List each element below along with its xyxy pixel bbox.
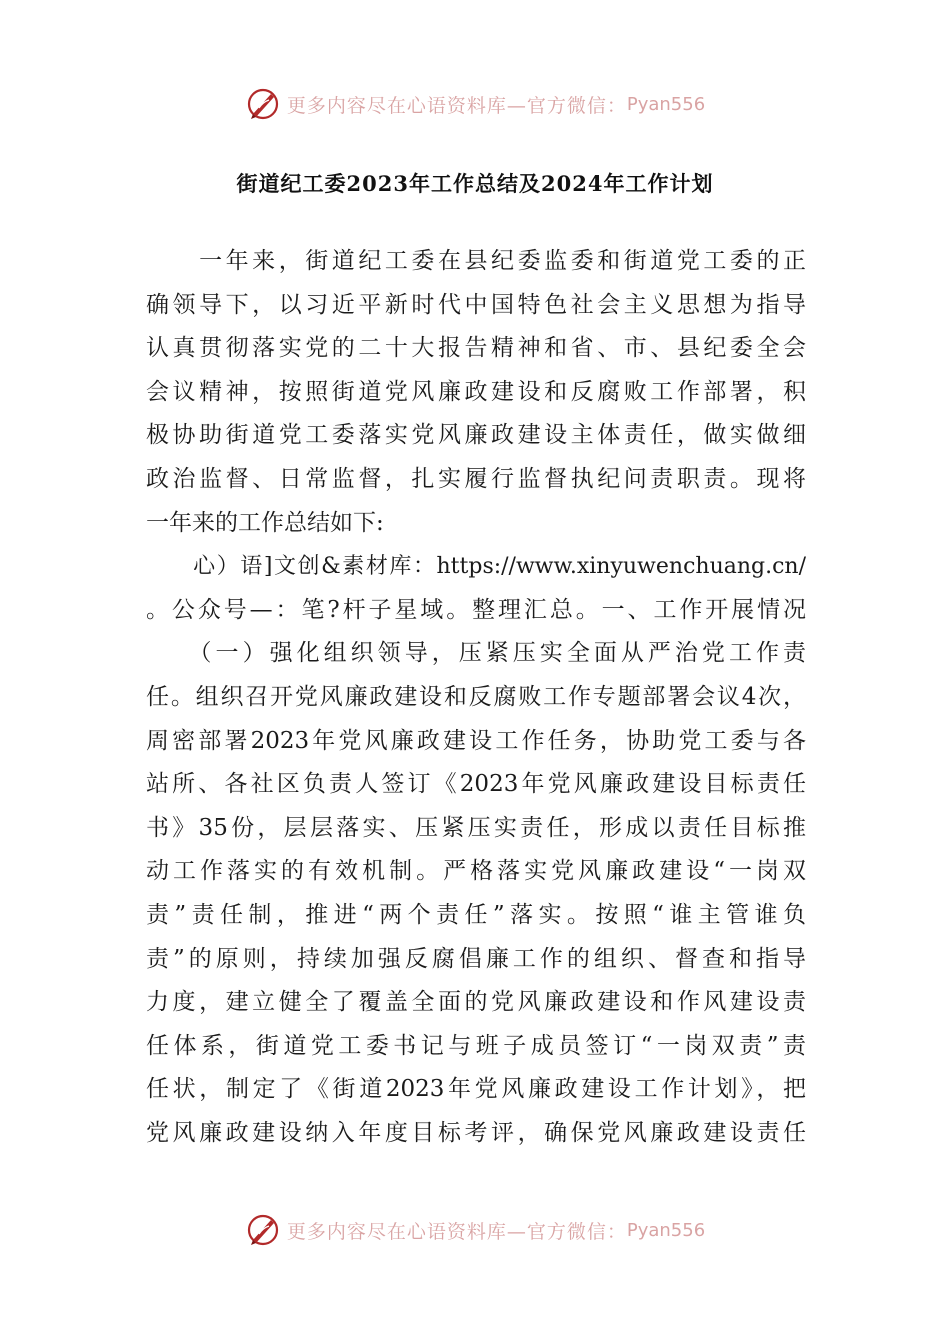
body-line: 责”的原则，持续加强反腐倡廉工作的组织、督查和指导 (146, 945, 806, 972)
footer-watermark-banner (0, 1208, 950, 1252)
body-line: 责”责任制，推进“两个责任”落实。按照“谁主管谁负 (146, 901, 806, 928)
body-line: 任。组织召开党风廉政建设和反腐败工作专题部署会议4次， (146, 683, 806, 710)
body-line: 站所、各社区负责人签订《2023年党风廉政建设目标责任 (146, 771, 806, 798)
body-line: 书》35份，层层落实、压紧压实责任，形成以责任目标推 (146, 814, 806, 841)
body-line: 周密部署2023年党风廉政建设工作任务，协助党工委与各 (146, 727, 806, 754)
body-line: 一年来，街道纪工委在县纪委监委和街道党工委的正 (146, 248, 806, 274)
body-line: 极协助街道党工委落实党风廉政建设主体责任，做实做细 (146, 422, 806, 449)
body-line: 力度，建立健全了覆盖全面的党风廉政建设和作风建设责 (146, 989, 806, 1016)
body-line: 认真贯彻落实党的二十大报告精神和省、市、县纪委全会 (146, 335, 806, 362)
body-line: 政治监督、日常监督，扎实履行监督执纪问责职责。现将 (146, 465, 806, 492)
body-line-website: 心）语]文创&素材库：https://www.xinyuwenchuang.cn/ (146, 554, 806, 580)
body-line: 动工作落实的有效机制。严格落实党风廉政建设“一岗双 (146, 858, 806, 885)
body-line: 任体系，街道党工委书记与班子成员签订“一岗双责”责 (146, 1032, 806, 1059)
pen-logo-icon (245, 86, 281, 122)
body-line: 。公众号—：笔?杆子星域。整理汇总。一、工作开展情况 (146, 596, 806, 623)
header-watermark-text: 更多内容尽在心语资料库—官方微信： (286, 94, 627, 117)
header-watermark-id: Pyan556 (626, 93, 706, 115)
body-line: 确领导下，以习近平新时代中国特色社会主义思想为指导 (146, 291, 806, 318)
body-line: 党风廉政建设纳入年度目标考评，确保党风廉政建设责任 (146, 1119, 806, 1146)
document-body (146, 240, 806, 1155)
footer-watermark-id: Pyan556 (626, 1219, 706, 1241)
body-line: 会议精神，按照街道党风廉政建设和反腐败工作部署，积 (146, 378, 806, 405)
document-title: 街道纪工委2023年工作总结及2024年工作计划 (236, 171, 714, 196)
body-line: （一）强化组织领导，压紧压实全面从严治党工作责 (146, 640, 806, 667)
pen-logo-icon (245, 1212, 281, 1248)
header-watermark-banner (0, 82, 950, 126)
body-line: 任状，制定了《街道2023年党风廉政建设工作计划》，把 (146, 1076, 806, 1103)
body-line: 一年来的工作总结如下: (146, 509, 384, 536)
footer-watermark-text: 更多内容尽在心语资料库—官方微信： (286, 1220, 627, 1243)
